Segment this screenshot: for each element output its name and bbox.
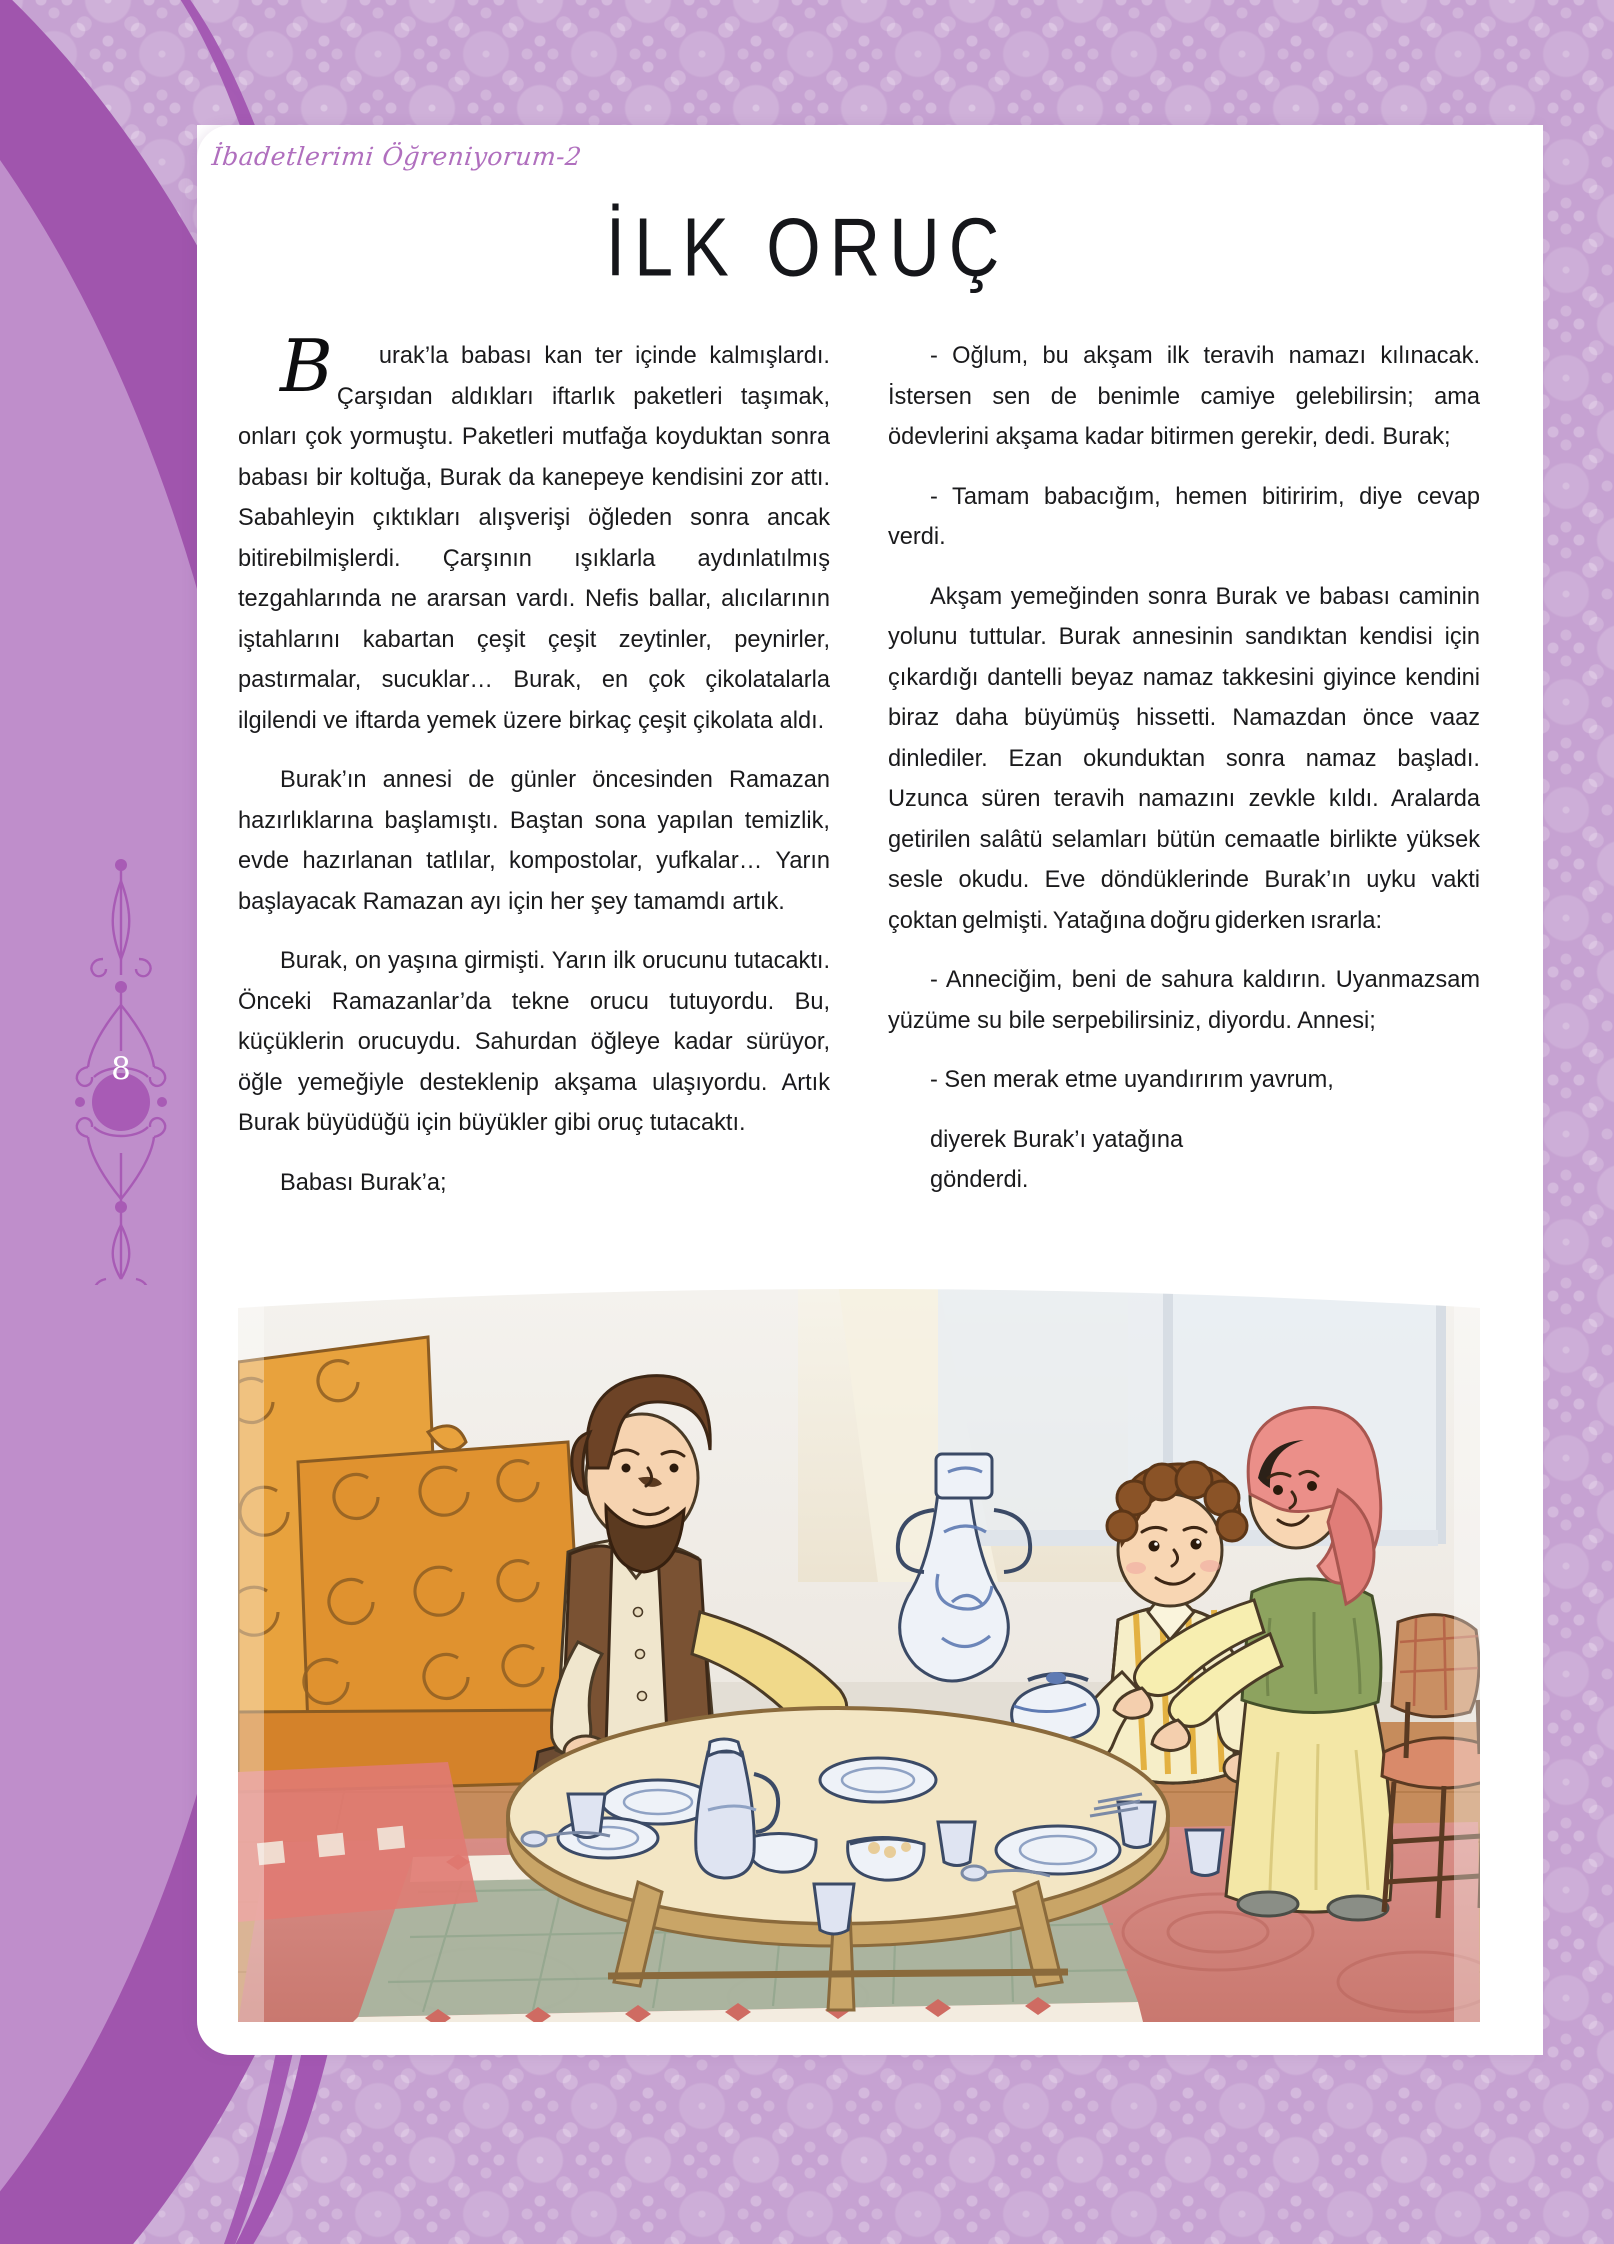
paragraph xyxy=(238,324,830,741)
page-title: İLK ORUÇ xyxy=(605,201,1009,294)
paragraph: Burak’ın annesi de günler öncesinden Ramazan hazırlıklarına başlamıştı. Baştan sona yapılan temizlik, evde hazırlanan tatlılar, kompostolar, yufkalar… Yarın başlayacak Ramazan ayı için her şey tamamdı artık. xyxy=(238,767,830,915)
left-column xyxy=(238,324,830,1222)
paragraph: - Anneciğim, beni de sahura kaldırın. Uyanmazsam yüzüme su bile serpebilirsiniz, diyordu. Annesi; xyxy=(888,967,1480,1034)
page-number-ornament xyxy=(58,855,184,1285)
running-header-text: İbadetlerimi Öğreniyorum-2 xyxy=(210,141,584,171)
running-header xyxy=(210,130,584,182)
paragraph: gönderdi. xyxy=(930,1167,1029,1193)
paragraph: diyerek Burak’ı yatağına xyxy=(930,1126,1184,1153)
iftar-table-family-illustration xyxy=(238,1282,1480,2022)
paragraph: Burak, on yaşına girmişti. Yarın ilk orucunu tutacaktı. Önceki Ramazanlar’da tekne orucu tutuyordu. Bu, küçüklerin orucuydu. Sahurdan öğleye kadar sürüyor, öğle yemeğiyle desteklenip akşama ulaşıyordu. Artık Burak büyüdüğü için büyükler gibi oruç tutacaktı. xyxy=(238,948,830,1136)
paragraph: Akşam yemeğinden sonra Burak ve babası caminin yolunu tuttular. Burak annesinin sandıktan kendisi için çıkardığı dantelli beyaz namaz takkesini giyince kendini biraz daha büyümüş hissetti. Namazdan önce vaaz dinlediler. Ezan okunduktan sonra namaz başladı. Uzunca süren teravih namazını zevkle kıldı. Aralarda getirilen salâtü selamları bütün cemaatle birlikte yüksek sesle okudu. Eve döndüklerinde Burak’ın uyku vakti çoktan gelmişti. Yatağına doğru giderken ısrarla: xyxy=(888,583,1480,934)
right-column xyxy=(888,336,1480,1222)
paragraph: Babası Burak’a; xyxy=(280,1169,447,1196)
text-columns xyxy=(238,324,1480,1222)
drop-cap: B xyxy=(280,324,333,408)
page-number-value: 8 xyxy=(111,1050,131,1087)
paragraph: - Oğlum, bu akşam ilk teravih namazı kılınacak. İstersen sen de benimle camiye gelebilirsin; ama ödevlerini akşama kadar bitirmen gerekir, dedi. Burak; xyxy=(888,343,1480,450)
paragraph: - Tamam babacığım, hemen bitiririm, diye cevap verdi. xyxy=(888,483,1480,550)
paragraph-text: urak’la babası kan ter içinde kalmışlardı. Çarşıdan aldıkları iftarlık paketleri taşımak, onları çok yormuştu. Paketleri mutfağa koyduktan sonra babası bir koltuğa, Burak da kanepeye kendisini zor attı. Sabahleyin çıktıkları alışverişi öğleden sonra ancak bitirebilmişlerdi. Çarşının ışıklarla aydınlatılmış tezgahlarında ne ararsan vardı. Nefis ballar, alıcılarının iştahlarını kabartan çeşit çeşit zeytinler, peynirler, pastırmalar, sucuklar… Burak, en çok çikolatalarla ilgilendi ve iftarda yemek üzere birkaç çeşit çikolata aldı. xyxy=(238,343,830,734)
paragraph: - Sen merak etme uyandırırım yavrum, xyxy=(930,1067,1334,1093)
